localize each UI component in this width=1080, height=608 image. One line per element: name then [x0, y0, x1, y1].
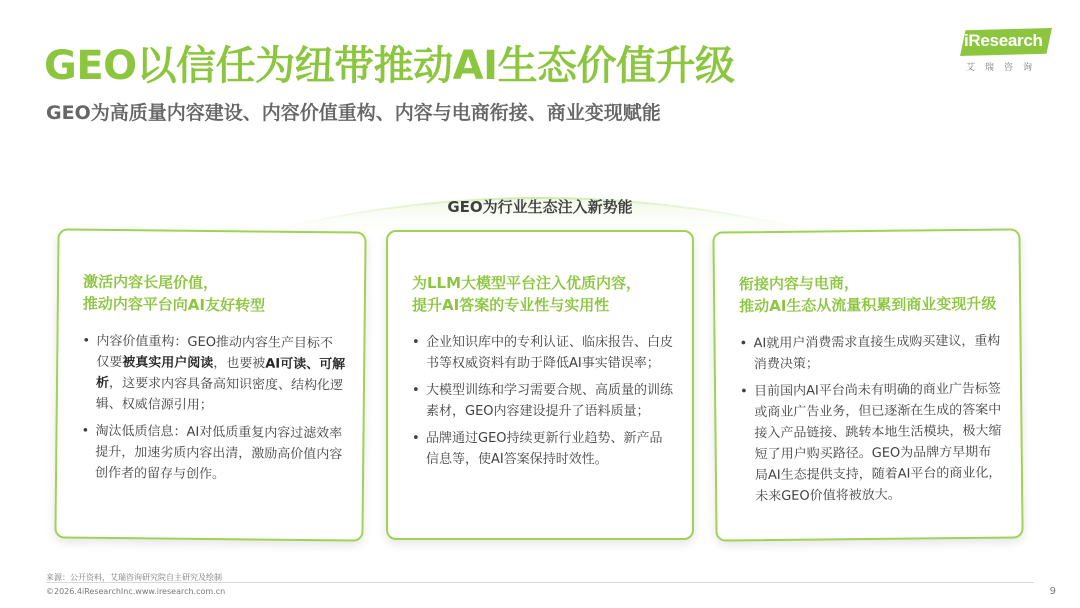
bullet-text: 品牌通过GEO持续更新行业趋势、新产品信息等，使AI答案保持时效性。 — [426, 431, 663, 467]
bullet-list — [410, 332, 674, 476]
card-ecommerce — [712, 228, 1023, 541]
card-heading-line1: 为LLM大模型平台注入优质内容， — [412, 274, 642, 292]
card-llm-content — [386, 230, 694, 540]
bullet-text: 企业知识库中的专利认证、临床报告、白皮书等权威资料有助于降低AI事实错误率； — [426, 335, 674, 371]
section-title: GEO为行业生态注入新势能 — [447, 198, 633, 216]
bullet-item — [80, 331, 346, 418]
bullet-emphasis: 被真实用户阅读 — [122, 355, 214, 372]
page-number: 9 — [1049, 586, 1056, 597]
page-title: GEO以信任为纽带推动AI生态价值升级 — [44, 43, 735, 89]
logo-name: iResearch — [964, 31, 1043, 50]
card-heading-line2: 推动AI生态从流量积累到商业变现升级 — [739, 294, 997, 316]
card-heading-line2: 提升AI答案的专业性与实用性 — [412, 296, 610, 314]
bullet-text: 内容价值重构：GEO推动内容生产目标不仅要 — [96, 333, 334, 371]
bullet-emphasis: AI可读、可解析 — [95, 356, 346, 391]
bullet-text: ，也要被 — [213, 356, 266, 372]
footer-divider — [46, 582, 1034, 583]
card-heading-line1: 激活内容长尾价值， — [82, 272, 219, 293]
bullet-item — [410, 332, 674, 374]
logo-chinese: 艾瑞咨询 — [966, 63, 1043, 73]
bullet-text: AI就用户消费需求直接生成购买建议，重构消费决策； — [753, 333, 1001, 373]
card-heading — [83, 271, 350, 318]
bullet-list — [737, 331, 1003, 514]
bullet-item — [79, 421, 345, 487]
bullet-item — [738, 379, 1003, 508]
bullet-item — [410, 428, 674, 470]
bullet-item — [410, 380, 674, 422]
bullet-text: ，这要求内容具备高知识密度、结构化逻辑、权威信源引用； — [95, 375, 344, 414]
source-note: 来源：公开资料，艾瑞咨询研究院自主研究及绘制 — [46, 573, 222, 582]
bullet-list — [79, 331, 346, 493]
bullet-item — [737, 331, 1001, 376]
page-subtitle: GEO为高质量内容建设、内容价值重构、内容与电商衔接、商业变现赋能 — [46, 102, 661, 124]
card-heading — [739, 271, 1005, 318]
bullet-text: 淘汰低质信息：AI对低质重复内容过滤效率提升，加速劣质内容出清，激励高价值内容创作者的留存与创作。 — [94, 423, 343, 483]
bullet-text: 目前国内AI平台尚未有明确的商业广告标签或商业广告业务，但已逐渐在生成的答案中接入产品链接、跳转本地生活模块，极大缩短了用户购买路径。GEO为品牌方早期布局AI生态提供支持，随着AI平台的商业化，未来GEO价值将被放大。 — [753, 381, 1002, 505]
card-heading-line1: 衔接内容与电商， — [738, 274, 860, 294]
iresearch-logo — [960, 22, 1056, 78]
bullet-text: 大模型训练和学习需要合规、高质量的训练素材，GEO内容建设提升了语料质量； — [426, 383, 674, 419]
card-heading — [412, 272, 678, 316]
card-content-value — [54, 228, 366, 541]
copyright-text: ©2026.4iResearchInc.www.iresearch.com.cn — [46, 587, 226, 596]
card-heading-line2: 推动内容平台向AI友好转型 — [82, 294, 266, 315]
